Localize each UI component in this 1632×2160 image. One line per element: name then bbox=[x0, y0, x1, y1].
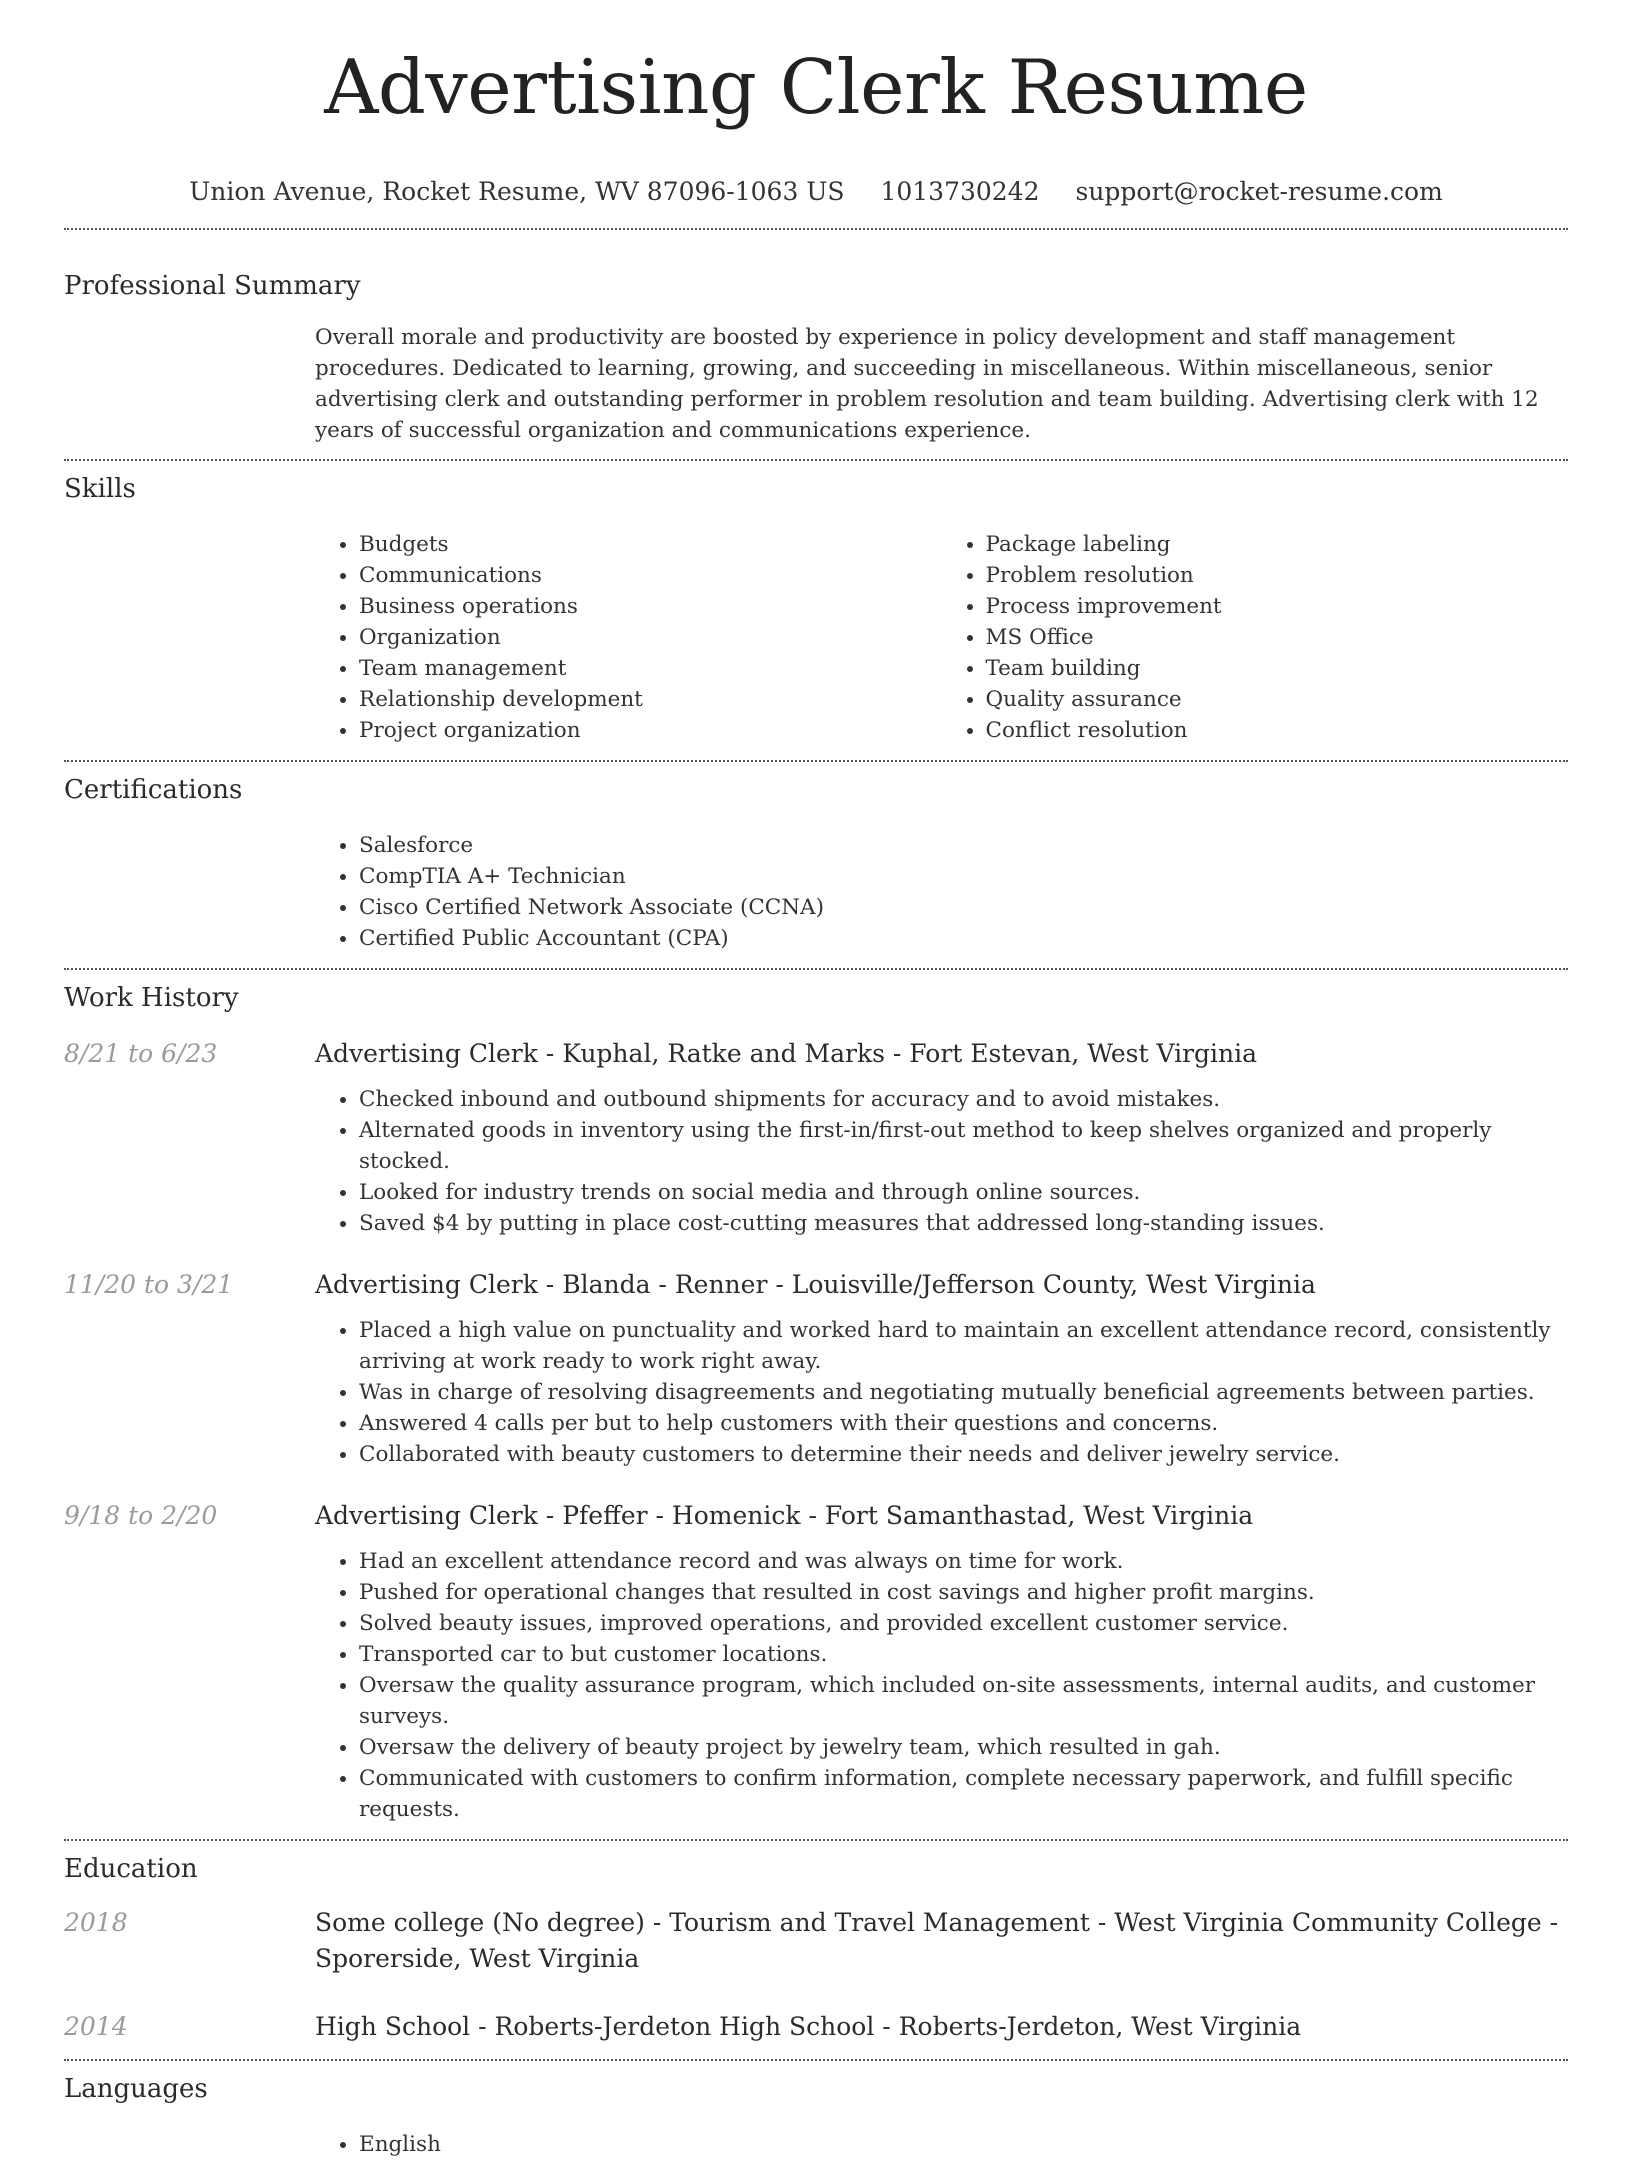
education-section bbox=[64, 1841, 1568, 2045]
education-heading: Education bbox=[64, 1854, 198, 1884]
education-year: 2014 bbox=[64, 2012, 128, 2041]
contact-line bbox=[64, 172, 1568, 212]
certifications-section bbox=[64, 762, 1568, 954]
list-item: • Collaborated with beauty customers to determine their needs and deliver jewelry service. bbox=[359, 1439, 1568, 1470]
languages-list bbox=[315, 2129, 1568, 2160]
list-item: • Relationship development bbox=[359, 684, 942, 715]
list-item: • MS Office bbox=[986, 622, 1569, 653]
list-item: • Communications bbox=[359, 560, 942, 591]
job-title: Advertising Clerk - Pfeffer - Homenick - Fort Samanthastad, West Virginia bbox=[315, 1501, 1254, 1530]
skills-list-left bbox=[315, 529, 942, 746]
education-entry bbox=[64, 1905, 1568, 1977]
list-item: • Salesforce bbox=[359, 830, 1568, 861]
list-item: • Had an excellent attendance record and was always on time for work. bbox=[359, 1546, 1568, 1577]
work-history-heading: Work History bbox=[64, 983, 239, 1013]
job-dates: 8/21 to 6/23 bbox=[64, 1039, 218, 1068]
list-item: • Alternated goods in inventory using the first-in/first-out method to keep shelves organized and properly stocked. bbox=[359, 1115, 1568, 1177]
education-detail: High School - Roberts-Jerdeton High School - Roberts-Jerdeton, West Virginia bbox=[315, 2012, 1302, 2041]
list-item: • Business operations bbox=[359, 591, 942, 622]
list-item: • CompTIA A+ Technician bbox=[359, 861, 1568, 892]
job-bullets bbox=[315, 1546, 1568, 1825]
contact-address: Union Avenue, Rocket Resume, WV 87096-1063 US bbox=[189, 177, 845, 206]
list-item: • Transported car to but customer locations. bbox=[359, 1639, 1568, 1670]
list-item: • English bbox=[359, 2129, 1568, 2160]
job-bullets bbox=[315, 1084, 1568, 1239]
languages-heading: Languages bbox=[64, 2074, 208, 2104]
certifications-heading: Certifications bbox=[64, 775, 243, 805]
list-item: • Team building bbox=[986, 653, 1569, 684]
work-history-section bbox=[64, 970, 1568, 1825]
list-item: • Saved $4 by putting in place cost-cutting measures that addressed long-standing issues. bbox=[359, 1208, 1568, 1239]
summary-heading: Professional Summary bbox=[64, 271, 361, 301]
job-dates: 11/20 to 3/21 bbox=[64, 1270, 234, 1299]
list-item: • Process improvement bbox=[986, 591, 1569, 622]
job-entry bbox=[64, 1036, 1568, 1239]
list-item: • Package labeling bbox=[986, 529, 1569, 560]
list-item: • Project organization bbox=[359, 715, 942, 746]
skills-heading: Skills bbox=[64, 474, 136, 504]
list-item: • Solved beauty issues, improved operations, and provided excellent customer service. bbox=[359, 1608, 1568, 1639]
list-item: • Was in charge of resolving disagreements and negotiating mutually beneficial agreements between parties. bbox=[359, 1377, 1568, 1408]
resume-page bbox=[64, 0, 1568, 2160]
certifications-list bbox=[315, 830, 1568, 954]
education-detail: Some college (No degree) - Tourism and Travel Management - West Virginia Community College - Sporerside, West Virginia bbox=[315, 1908, 1559, 1973]
list-item: • Answered 4 calls per but to help customers with their questions and concerns. bbox=[359, 1408, 1568, 1439]
list-item: • Team management bbox=[359, 653, 942, 684]
list-item: • Oversaw the delivery of beauty project by jewelry team, which resulted in gah. bbox=[359, 1732, 1568, 1763]
education-year: 2018 bbox=[64, 1908, 128, 1937]
job-title: Advertising Clerk - Blanda - Renner - Louisville/Jefferson County, West Virginia bbox=[315, 1270, 1316, 1299]
list-item: • Communicated with customers to confirm information, complete necessary paperwork, and fulfill specific requests. bbox=[359, 1763, 1568, 1825]
list-item: • Certified Public Accountant (CPA) bbox=[359, 923, 1568, 954]
list-item: • Looked for industry trends on social media and through online sources. bbox=[359, 1177, 1568, 1208]
list-item: • Placed a high value on punctuality and worked hard to maintain an excellent attendance record, consistently arriving at work ready to work right away. bbox=[359, 1315, 1568, 1377]
list-item: • Organization bbox=[359, 622, 942, 653]
job-entry bbox=[64, 1267, 1568, 1470]
job-bullets bbox=[315, 1315, 1568, 1470]
skills-columns bbox=[315, 529, 1568, 746]
summary-section bbox=[64, 230, 1568, 446]
list-item: • Oversaw the quality assurance program, which included on-site assessments, internal audits, and customer surveys. bbox=[359, 1670, 1568, 1732]
skills-section bbox=[64, 461, 1568, 746]
job-entry bbox=[64, 1498, 1568, 1825]
education-entry bbox=[64, 2009, 1568, 2045]
list-item: • Pushed for operational changes that resulted in cost savings and higher profit margins. bbox=[359, 1577, 1568, 1608]
list-item: • Budgets bbox=[359, 529, 942, 560]
contact-email[interactable]: support@rocket-resume.com bbox=[1075, 177, 1443, 206]
list-item: • Checked inbound and outbound shipments for accuracy and to avoid mistakes. bbox=[359, 1084, 1568, 1115]
contact-phone: 1013730242 bbox=[880, 177, 1040, 206]
job-dates: 9/18 to 2/20 bbox=[64, 1501, 218, 1530]
list-item: • Cisco Certified Network Associate (CCNA) bbox=[359, 892, 1568, 923]
list-item: • Conflict resolution bbox=[986, 715, 1569, 746]
resume-title: Advertising Clerk Resume bbox=[324, 43, 1308, 131]
job-title: Advertising Clerk - Kuphal, Ratke and Marks - Fort Estevan, West Virginia bbox=[315, 1039, 1258, 1068]
languages-section bbox=[64, 2061, 1568, 2160]
summary-text: Overall morale and productivity are boosted by experience in policy development and staff management procedures. Dedicated to learning, growing, and succeeding in miscellaneous. Within miscellaneous, senior advertising clerk and outstanding performer in problem resolution and team building. Advertising clerk with 12 years of successful organization and communications experience. bbox=[315, 325, 1539, 443]
skills-list-right bbox=[942, 529, 1569, 746]
list-item: • Quality assurance bbox=[986, 684, 1569, 715]
list-item: • Problem resolution bbox=[986, 560, 1569, 591]
